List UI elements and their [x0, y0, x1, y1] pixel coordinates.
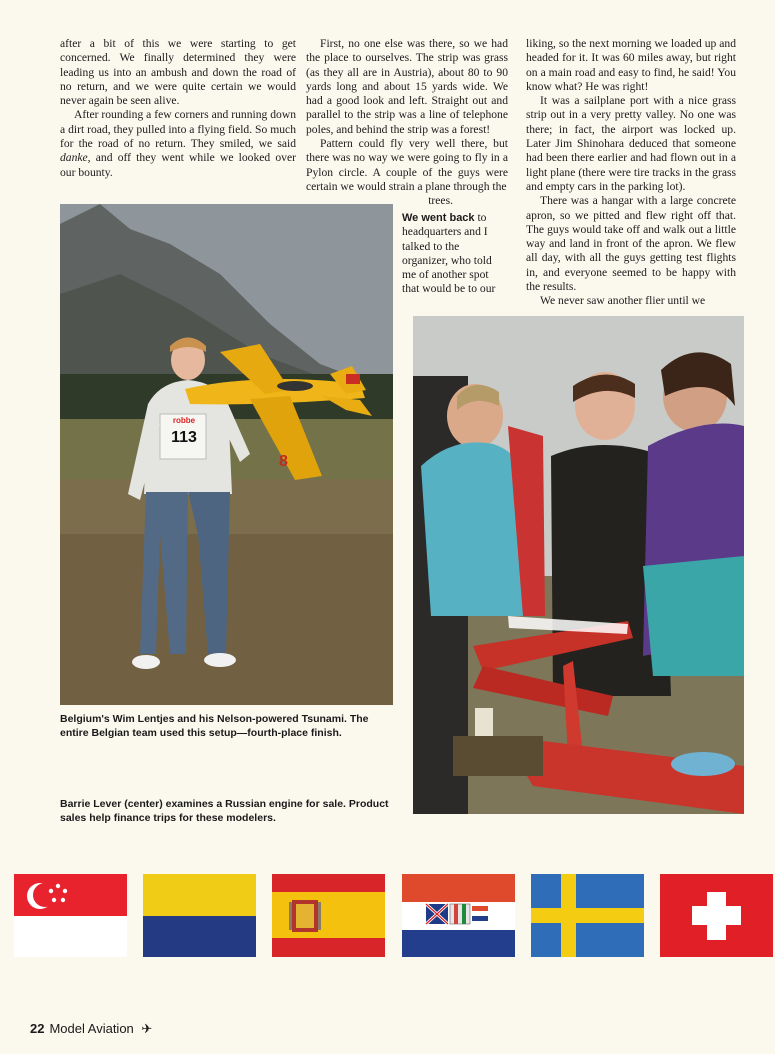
paragraph: after a bit of this we were starting to get concerned. We finally determined they were leading us into an ambush and down the road of no return, and we were quite certain we would never again be seen alive. — [60, 37, 296, 108]
article-column-3 — [526, 37, 736, 309]
paragraph: We never saw another flier until we — [540, 294, 706, 308]
caption-photo-2: Barrie Lever (center) examines a Russian engine for sale. Product sales help finance trips for these modelers. — [60, 798, 389, 824]
photo-belgian-pilot — [60, 204, 393, 705]
flag-switzerland — [660, 874, 773, 957]
paragraph: It was a sailplane port with a nice grass strip out in a very pretty valley. No one was there; in fact, the airport was locked up. Later Jim Shinohara deduced that someone had been there earlier and had flown out in a light plane (there were tire tracks in the grass and empty cars in the parking lot). — [526, 94, 736, 193]
caption-photo-1: Belgium's Wim Lentjes and his Nelson-powered Tsunami. The entire Belgian team used this setup—fourth-place finish. — [60, 713, 369, 739]
flag-singapore — [14, 874, 127, 957]
paragraph: Pattern could fly very well there, but there was no way we were going to fly in a Pylon circle. A couple of the guys were certain we would strain a plane through the — [306, 137, 508, 193]
article-column-2-continuation — [402, 211, 502, 297]
photo-illustration — [413, 316, 744, 814]
paragraph: After rounding a few corners and running down a dirt road, they pulled into a flying field. So much for the road of no return. They smiled, we said danke, and off they went while we looked over our bounty. — [60, 108, 296, 179]
lead-in: We went back — [402, 212, 475, 224]
airplane-icon: ✈ — [141, 1021, 153, 1036]
flag-spain — [272, 874, 385, 957]
article-column-2 — [306, 37, 508, 209]
paragraph-tail: trees. — [428, 194, 453, 208]
magazine-name: Model Aviation — [49, 1021, 134, 1036]
article-column-1 — [60, 37, 296, 180]
paragraph: liking, so the next morning we loaded up and headed for it. It was 60 miles away, but right on a main road and easy to find, he said! You know what? He was right! — [526, 37, 736, 93]
photo-engine-examination — [413, 316, 744, 814]
bib-brand: robbe — [172, 416, 196, 425]
paragraph: We went back to headquarters and I talked to the organizer, who told me of another spot that would be to our — [402, 211, 496, 296]
flag-yellow-blue — [143, 874, 256, 957]
page-number: 22 — [30, 1021, 45, 1036]
flag-sweden — [531, 874, 644, 957]
flag-south-africa-old — [402, 874, 515, 957]
bib-number: 113 — [171, 429, 197, 446]
paragraph: There was a hangar with a large concrete apron, so we pitted and flew right off that. The guys would take off and walk out a little way and land in front of the apron. We flew all day, with all the guys getting test flights in, and everyone seemed to be happy with the results. — [526, 194, 736, 294]
plane-number: 8 — [279, 453, 288, 470]
paragraph: First, no one else was there, so we had the place to ourselves. The strip was grass (as they all are in Austria), about 80 to 90 yards long and about 15 yards wide. We had a good look and left. Straight out and parallel to the strip was a line of telephone poles, and behind the strip was a forest! — [306, 37, 508, 136]
page-footer — [30, 1021, 152, 1037]
photo-illustration — [60, 204, 393, 705]
